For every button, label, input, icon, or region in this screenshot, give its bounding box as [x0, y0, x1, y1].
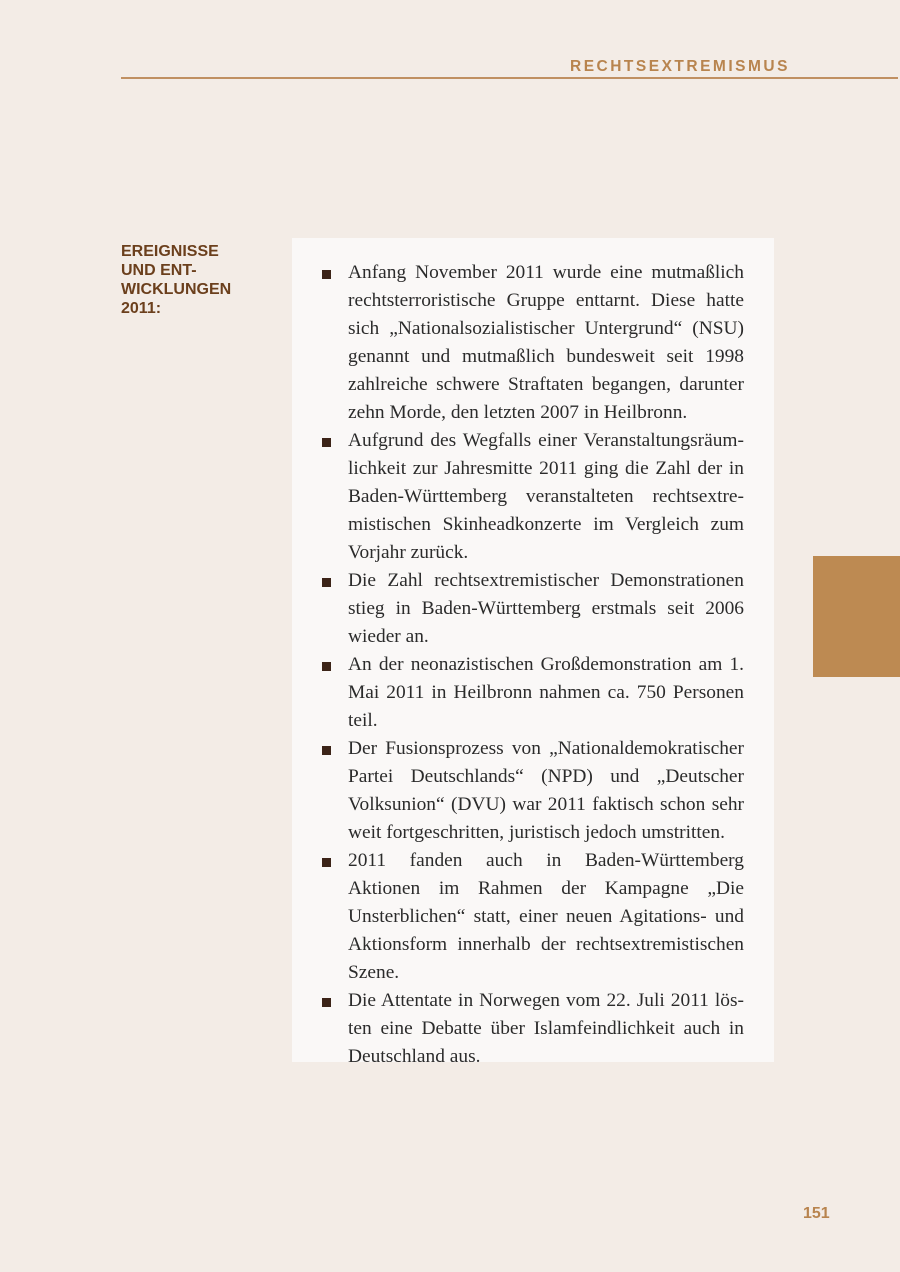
list-item [348, 427, 744, 567]
section-heading-line: WICKLUNGEN [121, 281, 232, 298]
page-number: 151 [803, 1205, 830, 1222]
chapter-tab-marker [813, 556, 900, 677]
list-item [348, 259, 744, 427]
list-item [348, 651, 744, 735]
list-item-text: An der neonazistischen Großdemonstration am 1. Mai 2011 in Heilbronn nahmen ca. 750 Personen teil. [348, 654, 744, 731]
list-item [348, 987, 744, 1071]
square-bullet-icon [322, 270, 331, 279]
square-bullet-icon [322, 998, 331, 1007]
square-bullet-icon [322, 578, 331, 587]
list-item-text: Anfang November 2011 wurde eine mutmaßlich rechtsterroristische Gruppe enttarnt. Diese hatte sich „Nationalsozialistischer Untergrund“ (NSU) genannt und mutmaßlich bundesweit seit 1998 zahlreiche schwere Straftaten begangen, darunter zehn Morde, den letzten 2007 in Heilbronn. [348, 262, 744, 423]
section-heading-line: EREIGNISSE [121, 243, 219, 260]
list-item-text: Aufgrund des Wegfalls einer Veranstaltungsräumlichkeit zur Jahresmitte 2011 ging die Zahl der in Baden-Württemberg veranstalteten rechtsextremistischen Skinheadkonzerte im Vergleich zum Vorjahr zurück. [348, 430, 744, 563]
section-heading-line: UND ENT- [121, 262, 197, 279]
events-list [348, 259, 744, 1071]
list-item-text: 2011 fanden auch in Baden-Württemberg Aktionen im Rahmen der Kampagne „Die Unsterblichen“ statt, einer neuen Agitations- und Aktionsform innerhalb der rechtsextremistischen Szene. [348, 850, 744, 983]
list-item [348, 567, 744, 651]
list-item-text: Die Zahl rechtsextremistischer Demonstrationen stieg in Baden-Württemberg erstmals seit 2006 wieder an. [348, 570, 744, 647]
section-heading [121, 242, 281, 318]
square-bullet-icon [322, 858, 331, 867]
square-bullet-icon [322, 438, 331, 447]
square-bullet-icon [322, 662, 331, 671]
square-bullet-icon [322, 746, 331, 755]
list-item [348, 735, 744, 847]
list-item-text: Die Attentate in Norwegen vom 22. Juli 2011 lösten eine Debatte über Islamfeindlichkeit auch in Deutschland aus. [348, 990, 744, 1067]
running-head: RECHTSEXTREMISMUS [570, 58, 790, 75]
header-rule [121, 77, 898, 79]
list-item [348, 847, 744, 987]
list-item-text: Der Fusionsprozess von „Nationaldemokratischer Partei Deutschlands“ (NPD) und „Deutscher Volksunion“ (DVU) war 2011 faktisch schon sehr weit fortgeschritten, juristisch jedoch umstritten. [348, 738, 744, 843]
section-heading-line: 2011: [121, 300, 162, 317]
